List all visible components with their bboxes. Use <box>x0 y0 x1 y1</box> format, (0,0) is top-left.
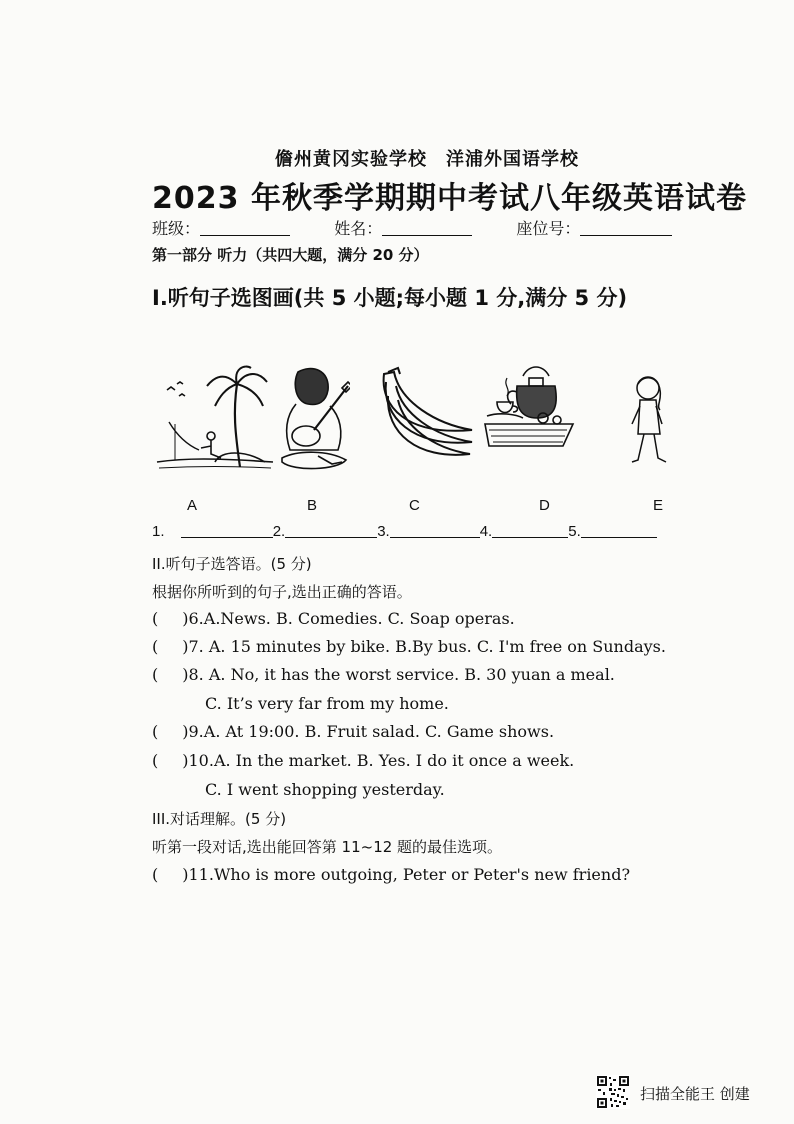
picture-label-e: E <box>653 497 664 514</box>
question-row <box>152 637 666 656</box>
answer-blanks-row <box>152 523 657 540</box>
question-row <box>152 722 554 741</box>
question-row <box>152 751 574 770</box>
question-text: 7. A. 15 minutes by bike. B.By bus. C. I'm free on Sundays. <box>188 637 666 656</box>
section2-heading: II.听句子选答语。(5 分) <box>152 555 312 573</box>
answer-number-3: 3. <box>377 523 390 540</box>
student-info-row <box>152 216 672 239</box>
school-names: 儋州黄冈实验学校 洋浦外国语学校 <box>275 149 579 170</box>
name-label: 姓名： <box>334 219 383 238</box>
class-blank[interactable] <box>200 221 290 236</box>
answer-blank-4[interactable] <box>492 523 568 538</box>
answer-bracket[interactable]: ( <box>152 865 159 884</box>
question-text: 11.Who is more outgoing, Peter or Peter's new friend? <box>188 865 631 884</box>
picture-label-d: D <box>539 497 550 514</box>
question-row <box>152 865 630 884</box>
answer-number-1: 1. <box>152 523 165 540</box>
answer-bracket[interactable]: ( <box>152 637 159 656</box>
answer-blank-2[interactable] <box>285 523 377 538</box>
section3-heading: III.对话理解。(5 分) <box>152 810 287 828</box>
question-row <box>152 609 515 628</box>
answer-bracket[interactable]: ( <box>152 751 159 770</box>
question-text: 8. A. No, it has the worst service. B. 30 yuan a meal. <box>188 665 615 684</box>
answer-number-5: 5. <box>568 523 581 540</box>
answer-number-2: 2. <box>272 523 286 540</box>
part1-heading: 第一部分 听力（共四大题，满分 20 分） <box>152 246 429 264</box>
walking-girl-icon <box>626 370 674 474</box>
answer-bracket-close: ) <box>182 751 189 770</box>
name-blank[interactable] <box>382 221 472 236</box>
section3-instruction: 听第一段对话,选出能回答第 11~12 题的最佳选项。 <box>152 838 503 856</box>
question-option-line: C. I went shopping yesterday. <box>205 780 445 799</box>
exam-title: 2023 年秋季学期期中考试八年级英语试卷 <box>152 181 747 216</box>
picture-label-b: B <box>307 497 318 514</box>
question-text: 6.A.News. B. Comedies. C. Soap operas. <box>188 609 515 628</box>
answer-bracket-close: ) <box>182 722 189 741</box>
answer-bracket[interactable]: ( <box>152 609 159 628</box>
answer-bracket[interactable]: ( <box>152 722 159 741</box>
guitar-player-icon <box>278 366 350 476</box>
answer-blank-1[interactable] <box>181 523 273 538</box>
section1-heading: I.听句子选图画(共 5 小题;每小题 1 分,满分 5 分) <box>152 286 628 310</box>
tea-set-icon <box>479 358 579 462</box>
answer-bracket-close: ) <box>182 865 189 884</box>
bananas-icon <box>376 366 476 466</box>
answer-blank-5[interactable] <box>581 523 657 538</box>
answer-bracket-close: ) <box>182 609 189 628</box>
answer-number-4: 4. <box>479 523 493 540</box>
seat-blank[interactable] <box>580 221 672 236</box>
question-row <box>152 665 615 684</box>
seat-label: 座位号： <box>516 219 581 238</box>
section2-instruction: 根据你所听到的句子,选出正确的答语。 <box>152 583 412 601</box>
island-fishing-icon <box>155 362 275 472</box>
question-option-line: C. It’s very far from my home. <box>205 694 449 713</box>
scanner-watermark-text: 扫描全能王 创建 <box>640 1085 750 1103</box>
qr-code-icon <box>596 1075 630 1109</box>
answer-bracket-close: ) <box>182 637 189 656</box>
picture-label-a: A <box>187 497 198 514</box>
answer-blank-3[interactable] <box>390 523 480 538</box>
answer-bracket[interactable]: ( <box>152 665 159 684</box>
class-label: 班级： <box>152 219 201 238</box>
question-text: 9.A. At 19:00. B. Fruit salad. C. Game shows. <box>188 722 555 741</box>
question-text: 10.A. In the market. B. Yes. I do it once a week. <box>188 751 575 770</box>
answer-bracket-close: ) <box>182 665 189 684</box>
picture-label-c: C <box>409 497 420 514</box>
